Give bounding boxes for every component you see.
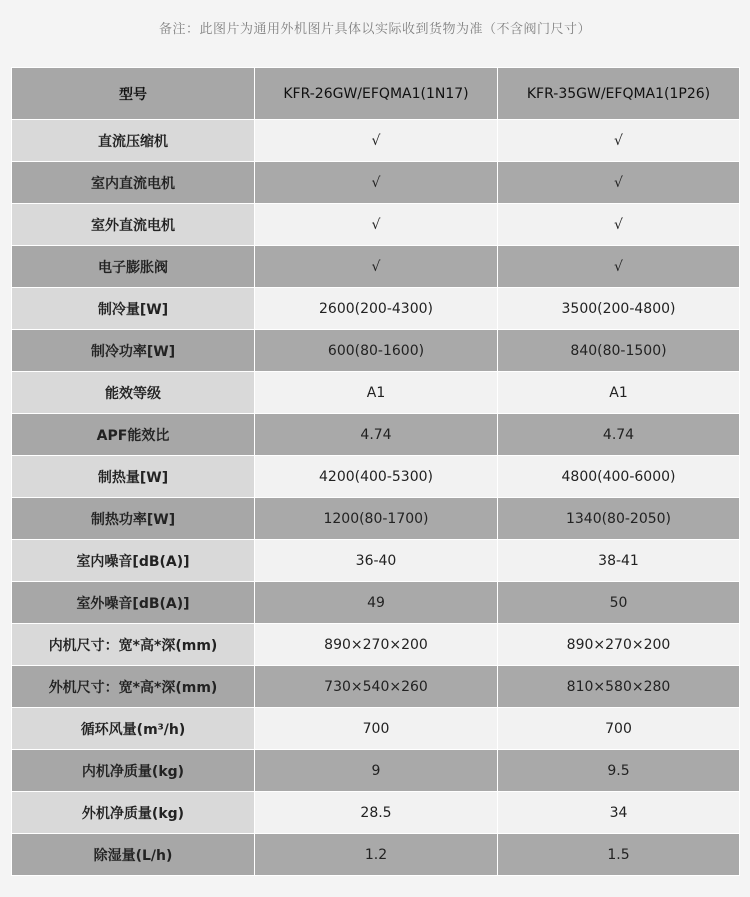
header-label: 型号: [12, 68, 255, 120]
value-model-b: 38-41: [498, 540, 740, 582]
row-label: 直流压缩机: [12, 120, 255, 162]
header-model-a: KFR-26GW/EFQMA1(1N17): [255, 68, 498, 120]
value-model-a: 1.2: [255, 834, 498, 876]
table-row: [12, 330, 740, 372]
table-row: [12, 246, 740, 288]
table-row: [12, 624, 740, 666]
value-model-a: 36-40: [255, 540, 498, 582]
value-model-a: √: [255, 204, 498, 246]
value-model-a: √: [255, 120, 498, 162]
value-model-b: 840(80-1500): [498, 330, 740, 372]
table-row: [12, 666, 740, 708]
value-model-b: 700: [498, 708, 740, 750]
value-model-b: √: [498, 120, 740, 162]
row-label: 室外噪音[dB(A)]: [12, 582, 255, 624]
row-label: 室内直流电机: [12, 162, 255, 204]
value-model-a: √: [255, 246, 498, 288]
row-label: 制冷功率[W]: [12, 330, 255, 372]
value-model-b: 34: [498, 792, 740, 834]
row-label: 循环风量(m³/h): [12, 708, 255, 750]
row-label: 室内噪音[dB(A)]: [12, 540, 255, 582]
value-model-b: A1: [498, 372, 740, 414]
value-model-a: A1: [255, 372, 498, 414]
value-model-a: 49: [255, 582, 498, 624]
value-model-a: √: [255, 162, 498, 204]
table-row: [12, 204, 740, 246]
spec-table: [11, 67, 740, 876]
row-label: 内机净质量(kg): [12, 750, 255, 792]
value-model-b: 4800(400-6000): [498, 456, 740, 498]
table-row: [12, 288, 740, 330]
value-model-b: 4.74: [498, 414, 740, 456]
row-label: 外机尺寸：宽*高*深(mm): [12, 666, 255, 708]
row-label: 内机尺寸：宽*高*深(mm): [12, 624, 255, 666]
table-row: [12, 582, 740, 624]
row-label: 外机净质量(kg): [12, 792, 255, 834]
table-row: [12, 120, 740, 162]
table-row: [12, 372, 740, 414]
table-row: [12, 540, 740, 582]
value-model-a: 730×540×260: [255, 666, 498, 708]
value-model-b: 9.5: [498, 750, 740, 792]
value-model-b: √: [498, 162, 740, 204]
value-model-a: 9: [255, 750, 498, 792]
value-model-a: 28.5: [255, 792, 498, 834]
value-model-b: 1340(80-2050): [498, 498, 740, 540]
value-model-b: √: [498, 204, 740, 246]
table-row: [12, 162, 740, 204]
value-model-a: 700: [255, 708, 498, 750]
table-row: [12, 792, 740, 834]
value-model-b: 3500(200-4800): [498, 288, 740, 330]
row-label: 制热量[W]: [12, 456, 255, 498]
table-row: [12, 414, 740, 456]
value-model-b: 890×270×200: [498, 624, 740, 666]
row-label: 制热功率[W]: [12, 498, 255, 540]
table-header-row: [12, 68, 740, 120]
row-label: 室外直流电机: [12, 204, 255, 246]
table-row: [12, 456, 740, 498]
value-model-a: 2600(200-4300): [255, 288, 498, 330]
value-model-b: 810×580×280: [498, 666, 740, 708]
value-model-b: √: [498, 246, 740, 288]
table-row: [12, 834, 740, 876]
header-model-b: KFR-35GW/EFQMA1(1P26): [498, 68, 740, 120]
value-model-a: 1200(80-1700): [255, 498, 498, 540]
row-label: 除湿量(L/h): [12, 834, 255, 876]
row-label: 电子膨胀阀: [12, 246, 255, 288]
value-model-a: 4200(400-5300): [255, 456, 498, 498]
row-label: APF能效比: [12, 414, 255, 456]
value-model-a: 890×270×200: [255, 624, 498, 666]
value-model-a: 4.74: [255, 414, 498, 456]
table-row: [12, 708, 740, 750]
row-label: 制冷量[W]: [12, 288, 255, 330]
remark-note: 备注：此图片为通用外机图片具体以实际收到货物为准（不含阀门尺寸）: [158, 22, 591, 37]
value-model-a: 600(80-1600): [255, 330, 498, 372]
row-label: 能效等级: [12, 372, 255, 414]
value-model-b: 50: [498, 582, 740, 624]
value-model-b: 1.5: [498, 834, 740, 876]
table-row: [12, 498, 740, 540]
table-row: [12, 750, 740, 792]
